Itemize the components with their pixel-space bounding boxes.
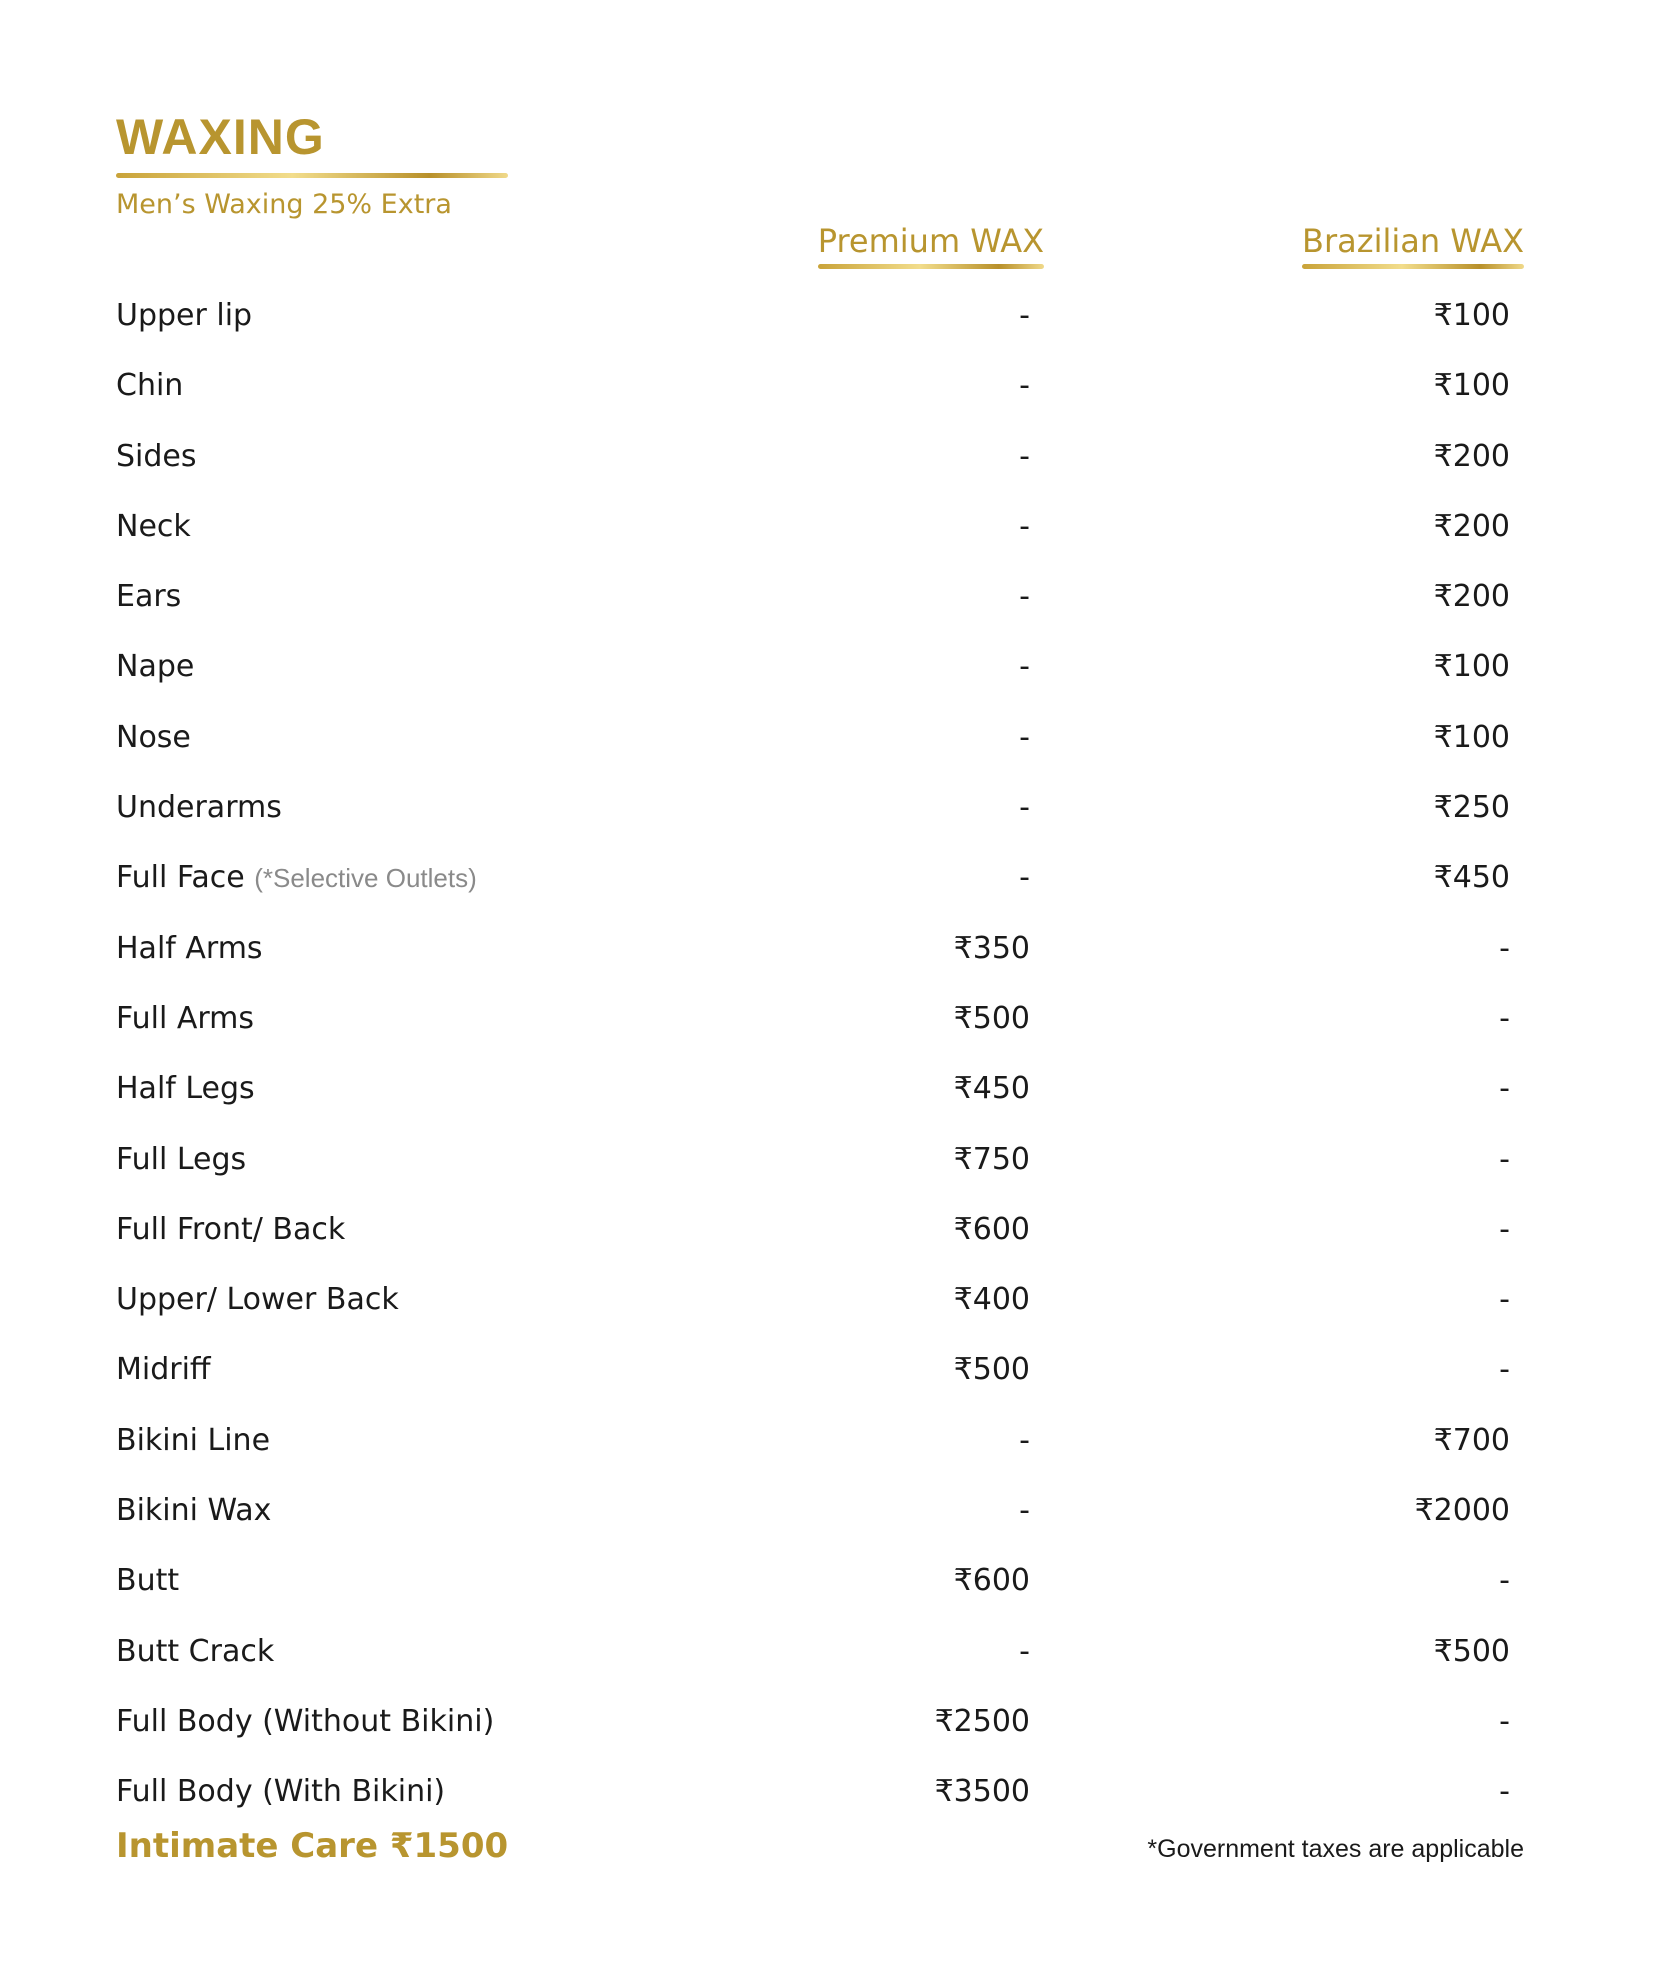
service-name [116, 1628, 274, 1676]
premium-price: ₹750 [953, 1141, 1030, 1177]
table-row [116, 1202, 1524, 1272]
service-name-text: Full Legs [116, 1141, 247, 1177]
table-row [116, 358, 1524, 428]
table-row [116, 1132, 1524, 1202]
column-header-brazilian-underline [1302, 264, 1524, 269]
premium-price: - [1019, 1493, 1030, 1529]
premium-price: - [1019, 719, 1030, 755]
service-name [116, 1417, 270, 1465]
brazilian-price: ₹100 [1433, 298, 1510, 333]
brazilian-price: - [1499, 1774, 1510, 1810]
table-row [116, 1272, 1524, 1342]
service-name [116, 362, 183, 410]
premium-price: - [1019, 508, 1030, 544]
premium-price: - [1019, 579, 1030, 615]
service-name-text: Butt [116, 1563, 180, 1599]
brazilian-price: ₹500 [1433, 1633, 1510, 1669]
service-name-text: Bikini Wax [116, 1493, 272, 1529]
table-row [116, 1624, 1524, 1694]
service-name [116, 1065, 255, 1113]
page-subtitle: Men’s Waxing 25% Extra [116, 189, 452, 220]
service-name [116, 854, 477, 902]
table-row [116, 1483, 1524, 1553]
premium-price: - [1019, 1422, 1030, 1458]
service-name-text: Full Arms [116, 1000, 255, 1036]
premium-price: ₹400 [953, 1282, 1030, 1318]
premium-price: ₹500 [953, 1352, 1030, 1388]
premium-price: - [1019, 790, 1030, 826]
premium-price: - [1019, 438, 1030, 474]
table-row [116, 1413, 1524, 1483]
brazilian-price: - [1499, 1563, 1510, 1599]
brazilian-price: - [1499, 1211, 1510, 1247]
service-name-text: Chin [116, 368, 184, 404]
service-name [116, 925, 263, 973]
service-name [116, 714, 191, 762]
column-header-premium-underline [818, 264, 1044, 269]
service-name [116, 1276, 399, 1324]
service-name-text: Nape [116, 649, 195, 685]
table-row [116, 1061, 1524, 1131]
premium-price: - [1019, 649, 1030, 685]
service-name-text: Half Legs [116, 1071, 255, 1107]
service-name [116, 643, 194, 691]
table-row [116, 1342, 1524, 1412]
service-name [116, 1557, 179, 1605]
service-name-text: Butt Crack [116, 1633, 275, 1669]
service-name [116, 1346, 211, 1394]
column-header-premium [818, 222, 1044, 269]
service-name-text: Sides [116, 438, 197, 474]
brazilian-price: - [1499, 1703, 1510, 1739]
brazilian-price: ₹250 [1433, 790, 1510, 826]
premium-price: ₹600 [953, 1211, 1030, 1247]
service-note: (*Selective Outlets) [254, 863, 477, 894]
table-row [116, 429, 1524, 499]
table-row [116, 850, 1524, 920]
service-name-text: Neck [116, 508, 191, 544]
brazilian-price: - [1499, 1141, 1510, 1177]
premium-price: - [1019, 1633, 1030, 1669]
column-header-premium-label: Premium WAX [817, 222, 1044, 260]
table-row [116, 639, 1524, 709]
table-row [116, 710, 1524, 780]
service-name-text: Underarms [116, 790, 282, 826]
service-name [116, 292, 252, 340]
title-underline [116, 173, 508, 178]
service-name-text: Half Arms [116, 930, 263, 966]
service-name-text: Bikini Line [116, 1422, 271, 1458]
brazilian-price: - [1499, 930, 1510, 966]
table-row [116, 1553, 1524, 1623]
brazilian-price: ₹200 [1433, 438, 1510, 474]
table-row [116, 1764, 1524, 1834]
table-row [116, 1694, 1524, 1764]
service-name [116, 433, 197, 481]
page-title: WAXING [116, 109, 325, 165]
brazilian-price: - [1499, 1352, 1510, 1388]
premium-price: ₹500 [953, 1000, 1030, 1036]
brazilian-price: - [1499, 1071, 1510, 1107]
premium-price: ₹350 [953, 930, 1030, 966]
table-row [116, 569, 1524, 639]
brazilian-price: ₹2000 [1414, 1493, 1510, 1529]
service-name [116, 784, 282, 832]
intimate-care-price: Intimate Care ₹1500 [116, 1826, 509, 1866]
brazilian-price: ₹100 [1433, 368, 1510, 404]
service-name [116, 1487, 271, 1535]
service-name [116, 1136, 246, 1184]
brazilian-price: - [1499, 1000, 1510, 1036]
service-name [116, 1206, 345, 1254]
service-name-text: Midriff [116, 1352, 211, 1388]
premium-price: ₹450 [953, 1071, 1030, 1107]
column-header-brazilian [1302, 222, 1524, 269]
table-row [116, 991, 1524, 1061]
service-name-text: Ears [116, 579, 182, 615]
service-name-text: Full Face [116, 860, 245, 896]
service-name [116, 995, 254, 1043]
service-name [116, 1768, 445, 1816]
price-table [116, 288, 1524, 1835]
brazilian-price: ₹100 [1433, 649, 1510, 685]
premium-price: - [1019, 860, 1030, 896]
service-name-text: Full Body (With Bikini) [116, 1774, 446, 1810]
premium-price: ₹3500 [934, 1774, 1030, 1810]
tax-note: *Government taxes are applicable [1147, 1835, 1524, 1863]
premium-price: - [1019, 368, 1030, 404]
table-row [116, 288, 1524, 358]
service-name-text: Nose [116, 719, 191, 755]
brazilian-price: ₹200 [1433, 579, 1510, 615]
brazilian-price: ₹450 [1433, 860, 1510, 896]
brazilian-price: ₹200 [1433, 508, 1510, 544]
brazilian-price: - [1499, 1282, 1510, 1318]
brazilian-price: ₹700 [1433, 1422, 1510, 1458]
service-name-text: Full Front/ Back [116, 1211, 346, 1247]
premium-price: ₹2500 [934, 1703, 1030, 1739]
column-header-brazilian-label: Brazilian WAX [1302, 222, 1524, 260]
service-name-text: Upper lip [116, 298, 253, 333]
premium-price: - [1019, 298, 1030, 333]
service-name [116, 573, 181, 621]
table-row [116, 921, 1524, 991]
service-name-text: Upper/ Lower Back [116, 1282, 399, 1318]
table-row [116, 499, 1524, 569]
service-name-text: Full Body (Without Bikini) [116, 1703, 495, 1739]
brazilian-price: ₹100 [1433, 719, 1510, 755]
table-row [116, 780, 1524, 850]
premium-price: ₹600 [953, 1563, 1030, 1599]
service-name [116, 1698, 494, 1746]
service-name [116, 503, 191, 551]
